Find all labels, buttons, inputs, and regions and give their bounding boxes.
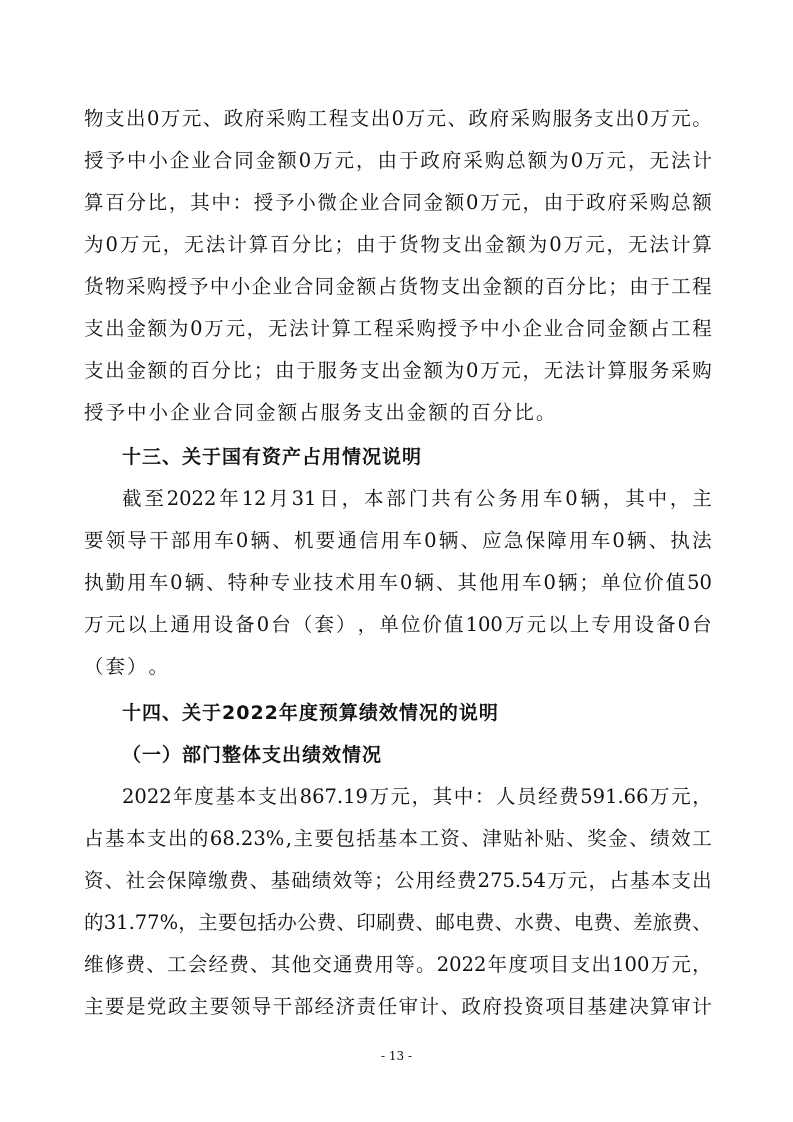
body-text-line: 2022 年 度 基 本 支 出 867.19 万 元 ， 其 中 ： 人 员 经 费 591.66 万 元 ， (122, 785, 712, 808)
body-text-line: 资 、 社 会 保 障 缴 费 、 基 础 绩 效 等 ； 公 用 经 费 275.54 万 元 ， 占 基 本 支 出 (84, 869, 712, 892)
body-text-line: 要 领 导 干 部 用 车 0 辆 、 机 要 通 信 用 车 0 辆 、 应 急 保 障 用 车 0 辆 、 执 法 (84, 529, 712, 552)
body-text-line: 的 31.77% ， 主 要 包 括 办 公 费 、 印 刷 费 、 邮 电 费 、 水 费 、 电 费 、 差 旅 费 、 (84, 911, 712, 934)
body-text-line: 万 元 以 上 通 用 设 备 0 台 （ 套 ） ， 单 位 价 值 100 万 元 以 上 专 用 设 备 0 台 (84, 613, 712, 636)
page-number: - 13 - (380, 1049, 412, 1063)
section-heading: 十四、关于2022年度预算绩效情况的说明 (122, 702, 499, 724)
body-text-line: 授 予 中 小 企 业 合 同 金 额 占 服 务 支 出 金 额 的 百 分 比 。 (84, 401, 558, 424)
section-heading: 十三、关于国有资产占用情况说明 (122, 446, 423, 468)
subsection-heading: （一）部门整体支出绩效情况 (122, 744, 383, 766)
body-text-line: 支 出 金 额 的 百 分 比 ； 由 于 服 务 支 出 金 额 为 0 万 元 ， 无 法 计 算 服 务 采 购 (84, 359, 712, 382)
body-text-line: 支 出 金 额 为 0 万 元 ， 无 法 计 算 工 程 采 购 授 予 中 小 企 业 合 同 金 额 占 工 程 (84, 317, 712, 340)
body-text-line: 占 基 本 支 出 的 68.23% , 主 要 包 括 基 本 工 资 、 津 贴 补 贴 、 奖 金 、 绩 效 工 (84, 827, 712, 850)
body-text-line: 截 至 2022 年 12 月 31 日 ， 本 部 门 共 有 公 务 用 车 0 辆 ， 其 中 ， 主 (122, 487, 712, 510)
body-text-line: （ 套 ） 。 (84, 655, 171, 678)
body-text-line: 为 0 万 元 ， 无 法 计 算 百 分 比 ； 由 于 货 物 支 出 金 额 为 0 万 元 ， 无 法 计 算 (84, 233, 712, 256)
body-text-line: 维 修 费 、 工 会 经 费 、 其 他 交 通 费 用 等 。 2022 年 度 项 目 支 出 100 万 元 ， (84, 953, 712, 976)
body-text-line: 主 要 是 党 政 主 要 领 导 干 部 经 济 责 任 审 计 、 政 府 投 资 项 目 基 建 决 算 审 计 (84, 995, 712, 1018)
body-text-line: 授 予 中 小 企 业 合 同 金 额 0 万 元 ， 由 于 政 府 采 购 总 额 为 0 万 元 ， 无 法 计 (84, 149, 712, 172)
body-text-line: 物 支 出 0 万 元 、 政 府 采 购 工 程 支 出 0 万 元 、 政 府 采 购 服 务 支 出 0 万 元 。 (84, 107, 712, 130)
body-text-line: 算 百 分 比 ， 其 中 ： 授 予 小 微 企 业 合 同 金 额 0 万 元 ， 由 于 政 府 采 购 总 额 (84, 191, 712, 214)
body-text-line: 执 勤 用 车 0 辆 、 特 种 专 业 技 术 用 车 0 辆 、 其 他 用 车 0 辆 ； 单 位 价 值 50 (84, 571, 712, 594)
body-text-line: 货 物 采 购 授 予 中 小 企 业 合 同 金 额 占 货 物 支 出 金 额 的 百 分 比 ； 由 于 工 程 (84, 275, 712, 298)
